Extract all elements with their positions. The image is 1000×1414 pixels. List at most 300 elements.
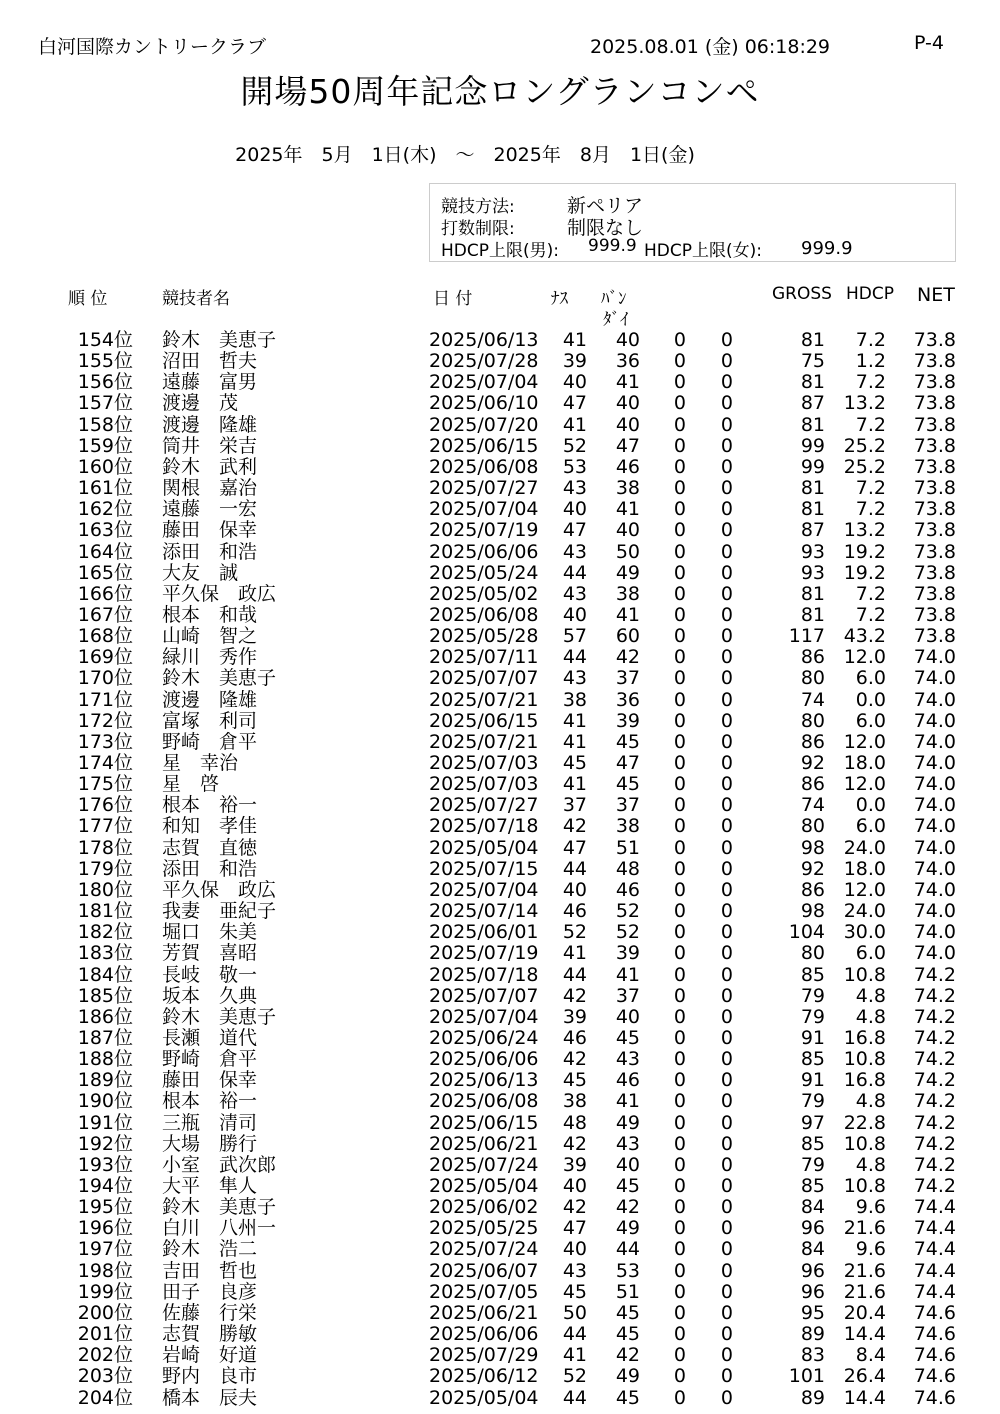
rank-cell: 196位: [77, 1217, 133, 1240]
out-cell: 43: [562, 582, 587, 605]
net-cell: 74.2: [913, 1153, 956, 1176]
table-row: [0, 1134, 1000, 1155]
net-cell: 74.2: [913, 1026, 956, 1049]
extra1-cell: 0: [673, 413, 686, 436]
in-cell: 40: [615, 1005, 640, 1028]
extra1-cell: 0: [673, 540, 686, 563]
extra2-cell: 0: [720, 667, 733, 690]
hdcp-cell: 30.0: [843, 921, 886, 944]
extra1-cell: 0: [673, 1217, 686, 1240]
in-cell: 52: [615, 900, 640, 923]
in-cell: 45: [615, 1386, 640, 1409]
col-hdcp: HDCP: [846, 284, 894, 304]
net-cell: 74.4: [913, 1196, 956, 1219]
extra1-cell: 0: [673, 1365, 686, 1388]
name-cell: 田子 良彦: [162, 1280, 258, 1303]
name-cell: 鈴木 美恵子: [162, 329, 277, 351]
table-row: [0, 584, 1000, 605]
hdcp-cell: 7.2: [855, 582, 886, 605]
rank-cell: 179位: [77, 857, 133, 880]
out-cell: 42: [562, 1048, 587, 1071]
in-cell: 49: [615, 1111, 640, 1134]
rank-cell: 165位: [77, 561, 133, 584]
net-cell: 74.0: [913, 709, 956, 732]
table-row: [0, 732, 1000, 753]
in-cell: 42: [615, 646, 640, 669]
in-cell: 45: [615, 1175, 640, 1197]
out-cell: 44: [562, 561, 587, 584]
in-cell: 43: [615, 1132, 640, 1155]
date-cell: 2025/06/08: [429, 455, 539, 478]
out-cell: 40: [562, 1175, 587, 1197]
col-rank: 順 位: [68, 289, 108, 309]
in-cell: 36: [615, 688, 640, 711]
name-cell: 根本 裕一: [162, 794, 258, 817]
in-cell: 43: [615, 1048, 640, 1071]
date-cell: 2025/07/19: [429, 519, 539, 542]
extra1-cell: 0: [673, 519, 686, 542]
table-row: [0, 372, 1000, 393]
extra1-cell: 0: [673, 1153, 686, 1176]
date-cell: 2025/06/01: [429, 921, 539, 944]
hdcp-cell: 10.8: [843, 1132, 886, 1155]
date-cell: 2025/07/20: [429, 413, 539, 436]
gross-cell: 80: [800, 709, 825, 732]
extra2-cell: 0: [720, 1005, 733, 1028]
extra1-cell: 0: [673, 455, 686, 478]
extra1-cell: 0: [673, 625, 686, 648]
rank-cell: 169位: [77, 646, 133, 669]
col-gross: GROSS: [772, 284, 832, 304]
in-cell: 40: [615, 1153, 640, 1176]
name-cell: 藤田 保幸: [162, 1069, 258, 1092]
hdcp-cell: 24.0: [843, 900, 886, 923]
net-cell: 74.4: [913, 1280, 956, 1303]
hdcp-cell: 4.8: [855, 984, 886, 1007]
net-cell: 74.2: [913, 1069, 956, 1092]
net-cell: 74.2: [913, 1048, 956, 1071]
col-in-top: ﾊﾞﾝ: [601, 289, 627, 309]
table-row: [0, 1366, 1000, 1387]
out-cell: 47: [562, 836, 587, 859]
net-cell: 74.2: [913, 1132, 956, 1155]
extra2-cell: 0: [720, 1301, 733, 1324]
net-cell: 73.8: [913, 413, 956, 436]
out-cell: 41: [562, 413, 587, 436]
extra2-cell: 0: [720, 646, 733, 669]
extra2-cell: 0: [720, 942, 733, 965]
rank-cell: 199位: [77, 1280, 133, 1303]
net-cell: 73.8: [913, 519, 956, 542]
table-row: [0, 605, 1000, 626]
rank-cell: 197位: [77, 1238, 133, 1261]
in-cell: 40: [615, 519, 640, 542]
table-row: [0, 795, 1000, 816]
extra1-cell: 0: [673, 752, 686, 774]
out-cell: 44: [562, 963, 587, 986]
table-row: [0, 1218, 1000, 1239]
table-row: [0, 943, 1000, 964]
table-row: [0, 499, 1000, 520]
name-cell: 星 幸治: [162, 752, 239, 774]
gross-cell: 80: [800, 942, 825, 965]
name-cell: 遠藤 一宏: [162, 498, 258, 521]
table-row: [0, 1049, 1000, 1070]
gross-cell: 84: [800, 1196, 825, 1219]
gross-cell: 79: [800, 1153, 825, 1176]
date-cell: 2025/07/18: [429, 963, 539, 986]
method-value: 新ペリア: [567, 195, 644, 217]
out-cell: 41: [562, 1344, 587, 1367]
table-row: [0, 1070, 1000, 1091]
hdcp-cell: 22.8: [843, 1111, 886, 1134]
name-cell: 添田 和浩: [162, 857, 258, 880]
table-row: [0, 563, 1000, 584]
table-row: [0, 816, 1000, 837]
hdcp-cell: 10.8: [843, 1175, 886, 1197]
extra1-cell: 0: [673, 498, 686, 521]
in-cell: 39: [615, 942, 640, 965]
table-row: [0, 1091, 1000, 1112]
table-row: [0, 415, 1000, 436]
date-cell: 2025/07/24: [429, 1153, 539, 1176]
name-cell: 長瀬 道代: [162, 1026, 258, 1049]
extra2-cell: 0: [720, 773, 733, 796]
date-cell: 2025/07/15: [429, 857, 539, 880]
name-cell: 長岐 敬一: [162, 963, 258, 986]
gross-cell: 74: [800, 794, 825, 817]
rank-cell: 203位: [77, 1365, 133, 1388]
rank-cell: 162位: [77, 498, 133, 521]
out-cell: 40: [562, 498, 587, 521]
gross-cell: 81: [800, 477, 825, 500]
col-net: NET: [917, 284, 955, 306]
rank-cell: 166位: [77, 582, 133, 605]
extra2-cell: 0: [720, 329, 733, 351]
table-row: [0, 1028, 1000, 1049]
table-row: [0, 626, 1000, 647]
net-cell: 73.8: [913, 477, 956, 500]
date-cell: 2025/06/07: [429, 1259, 539, 1282]
date-cell: 2025/06/15: [429, 434, 539, 457]
in-cell: 38: [615, 477, 640, 500]
date-cell: 2025/05/25: [429, 1217, 539, 1240]
in-cell: 45: [615, 773, 640, 796]
in-cell: 60: [615, 625, 640, 648]
extra1-cell: 0: [673, 1132, 686, 1155]
extra1-cell: 0: [673, 1386, 686, 1409]
extra1-cell: 0: [673, 434, 686, 457]
net-cell: 74.6: [913, 1365, 956, 1388]
in-cell: 46: [615, 455, 640, 478]
extra1-cell: 0: [673, 836, 686, 859]
hdcp-cell: 7.2: [855, 371, 886, 394]
name-cell: 遠藤 富男: [162, 371, 258, 394]
hdcp-cell: 7.2: [855, 329, 886, 351]
extra2-cell: 0: [720, 455, 733, 478]
out-cell: 44: [562, 1323, 587, 1346]
in-cell: 47: [615, 434, 640, 457]
date-cell: 2025/06/06: [429, 1048, 539, 1071]
hdcp-cell: 7.2: [855, 498, 886, 521]
name-cell: 小室 武次郎: [162, 1153, 277, 1176]
net-cell: 74.0: [913, 900, 956, 923]
hdcp-cell: 26.4: [843, 1365, 886, 1388]
hdcp-male-value: 999.9: [588, 236, 637, 256]
in-cell: 39: [615, 709, 640, 732]
name-cell: 橋本 辰夫: [162, 1386, 258, 1409]
rank-cell: 180位: [77, 878, 133, 901]
gross-cell: 99: [800, 434, 825, 457]
competition-period: 2025年 5月 1日(木) ～ 2025年 8月 1日(金): [235, 144, 695, 166]
extra2-cell: 0: [720, 1217, 733, 1240]
net-cell: 74.0: [913, 815, 956, 838]
extra1-cell: 0: [673, 878, 686, 901]
extra1-cell: 0: [673, 1090, 686, 1113]
hdcp-cell: 14.4: [843, 1323, 886, 1346]
out-cell: 52: [562, 434, 587, 457]
gross-cell: 95: [800, 1301, 825, 1324]
name-cell: 野崎 倉平: [162, 730, 258, 753]
date-cell: 2025/07/21: [429, 730, 539, 753]
date-cell: 2025/07/18: [429, 815, 539, 838]
extra2-cell: 0: [720, 1386, 733, 1409]
name-cell: 野内 良市: [162, 1365, 258, 1388]
rank-cell: 159位: [77, 434, 133, 457]
extra1-cell: 0: [673, 1238, 686, 1261]
in-cell: 47: [615, 752, 640, 774]
in-cell: 45: [615, 1026, 640, 1049]
extra1-cell: 0: [673, 350, 686, 373]
rank-cell: 192位: [77, 1132, 133, 1155]
extra2-cell: 0: [720, 730, 733, 753]
conditions-box: [429, 183, 956, 262]
extra2-cell: 0: [720, 1238, 733, 1261]
name-cell: 鈴木 浩二: [162, 1238, 258, 1261]
out-cell: 39: [562, 1153, 587, 1176]
gross-cell: 98: [800, 900, 825, 923]
rank-cell: 201位: [77, 1323, 133, 1346]
gross-cell: 86: [800, 878, 825, 901]
gross-cell: 104: [788, 921, 825, 944]
in-cell: 36: [615, 350, 640, 373]
gross-cell: 93: [800, 540, 825, 563]
in-cell: 40: [615, 329, 640, 351]
extra1-cell: 0: [673, 857, 686, 880]
extra2-cell: 0: [720, 1048, 733, 1071]
net-cell: 73.8: [913, 540, 956, 563]
extra1-cell: 0: [673, 963, 686, 986]
extra2-cell: 0: [720, 1069, 733, 1092]
extra2-cell: 0: [720, 1280, 733, 1303]
in-cell: 50: [615, 540, 640, 563]
date-cell: 2025/07/03: [429, 752, 539, 774]
name-cell: 白川 八州一: [162, 1217, 277, 1240]
extra2-cell: 0: [720, 984, 733, 1007]
extra1-cell: 0: [673, 900, 686, 923]
net-cell: 74.2: [913, 963, 956, 986]
net-cell: 74.0: [913, 667, 956, 690]
date-cell: 2025/07/04: [429, 371, 539, 394]
rank-cell: 158位: [77, 413, 133, 436]
out-cell: 45: [562, 1280, 587, 1303]
rank-cell: 204位: [77, 1386, 133, 1409]
in-cell: 42: [615, 1196, 640, 1219]
table-row: [0, 753, 1000, 774]
table-row: [0, 965, 1000, 986]
extra1-cell: 0: [673, 603, 686, 626]
hdcp-cell: 13.2: [843, 519, 886, 542]
table-row: [0, 1113, 1000, 1134]
net-cell: 74.6: [913, 1323, 956, 1346]
table-row: [0, 1324, 1000, 1345]
name-cell: 吉田 哲也: [162, 1259, 258, 1282]
out-cell: 43: [562, 1259, 587, 1282]
gross-cell: 98: [800, 836, 825, 859]
hdcp-cell: 25.2: [843, 434, 886, 457]
extra1-cell: 0: [673, 942, 686, 965]
gross-cell: 99: [800, 455, 825, 478]
extra2-cell: 0: [720, 392, 733, 415]
hdcp-cell: 21.6: [843, 1280, 886, 1303]
out-cell: 44: [562, 1386, 587, 1409]
rank-cell: 185位: [77, 984, 133, 1007]
rank-cell: 154位: [77, 329, 133, 351]
table-row: [0, 457, 1000, 478]
out-cell: 41: [562, 329, 587, 351]
name-cell: 鈴木 美恵子: [162, 1005, 277, 1028]
out-cell: 38: [562, 688, 587, 711]
table-row: [0, 1303, 1000, 1324]
extra2-cell: 0: [720, 857, 733, 880]
extra2-cell: 0: [720, 752, 733, 774]
name-cell: 志賀 直徳: [162, 836, 258, 859]
extra2-cell: 0: [720, 794, 733, 817]
net-cell: 73.8: [913, 625, 956, 648]
net-cell: 73.8: [913, 371, 956, 394]
extra2-cell: 0: [720, 1344, 733, 1367]
date-cell: 2025/07/14: [429, 900, 539, 923]
hdcp-cell: 6.0: [855, 942, 886, 965]
extra2-cell: 0: [720, 1153, 733, 1176]
hdcp-male-label: HDCP上限(男):: [441, 241, 559, 261]
extra2-cell: 0: [720, 688, 733, 711]
date-cell: 2025/07/27: [429, 794, 539, 817]
net-cell: 74.0: [913, 836, 956, 859]
in-cell: 42: [615, 1344, 640, 1367]
in-cell: 46: [615, 878, 640, 901]
date-cell: 2025/07/11: [429, 646, 539, 669]
net-cell: 74.6: [913, 1386, 956, 1409]
gross-cell: 96: [800, 1217, 825, 1240]
hdcp-cell: 6.0: [855, 709, 886, 732]
out-cell: 41: [562, 730, 587, 753]
in-cell: 45: [615, 1301, 640, 1324]
gross-cell: 79: [800, 1005, 825, 1028]
table-row: [0, 393, 1000, 414]
hdcp-cell: 19.2: [843, 561, 886, 584]
out-cell: 41: [562, 773, 587, 796]
hdcp-cell: 6.0: [855, 815, 886, 838]
extra2-cell: 0: [720, 498, 733, 521]
hdcp-cell: 0.0: [855, 688, 886, 711]
extra2-cell: 0: [720, 900, 733, 923]
extra1-cell: 0: [673, 371, 686, 394]
gross-cell: 89: [800, 1323, 825, 1346]
gross-cell: 91: [800, 1069, 825, 1092]
date-cell: 2025/07/24: [429, 1238, 539, 1261]
extra1-cell: 0: [673, 984, 686, 1007]
name-cell: 佐藤 行栄: [162, 1301, 258, 1324]
out-cell: 57: [562, 625, 587, 648]
extra1-cell: 0: [673, 794, 686, 817]
rank-cell: 172位: [77, 709, 133, 732]
name-cell: 平久保 政広: [162, 582, 277, 605]
out-cell: 37: [562, 794, 587, 817]
name-cell: 藤田 保幸: [162, 519, 258, 542]
table-row: [0, 1282, 1000, 1303]
net-cell: 73.8: [913, 603, 956, 626]
extra2-cell: 0: [720, 1111, 733, 1134]
extra2-cell: 0: [720, 413, 733, 436]
extra2-cell: 0: [720, 815, 733, 838]
out-cell: 48: [562, 1111, 587, 1134]
net-cell: 74.2: [913, 1175, 956, 1197]
gross-cell: 81: [800, 603, 825, 626]
date-cell: 2025/06/15: [429, 709, 539, 732]
hdcp-cell: 9.6: [855, 1238, 886, 1261]
date-cell: 2025/05/04: [429, 836, 539, 859]
extra2-cell: 0: [720, 1090, 733, 1113]
rank-cell: 168位: [77, 625, 133, 648]
table-row: [0, 774, 1000, 795]
name-cell: 和知 孝佳: [162, 815, 258, 838]
hdcp-cell: 18.0: [843, 752, 886, 774]
extra1-cell: 0: [673, 1344, 686, 1367]
date-cell: 2025/06/15: [429, 1111, 539, 1134]
name-cell: 関根 嘉治: [162, 477, 258, 500]
gross-cell: 93: [800, 561, 825, 584]
gross-cell: 92: [800, 857, 825, 880]
out-cell: 50: [562, 1301, 587, 1324]
gross-cell: 86: [800, 730, 825, 753]
net-cell: 73.8: [913, 329, 956, 351]
name-cell: 岩崎 好道: [162, 1344, 258, 1367]
gross-cell: 81: [800, 371, 825, 394]
hdcp-cell: 21.6: [843, 1217, 886, 1240]
rank-cell: 191位: [77, 1111, 133, 1134]
gross-cell: 79: [800, 1090, 825, 1113]
name-cell: 筒井 栄吉: [162, 434, 258, 457]
net-cell: 73.8: [913, 434, 956, 457]
date-cell: 2025/06/10: [429, 392, 539, 415]
date-cell: 2025/06/21: [429, 1301, 539, 1324]
table-row: [0, 1345, 1000, 1366]
gross-cell: 87: [800, 392, 825, 415]
date-cell: 2025/07/19: [429, 942, 539, 965]
gross-cell: 81: [800, 413, 825, 436]
hdcp-cell: 4.8: [855, 1153, 886, 1176]
net-cell: 74.0: [913, 730, 956, 753]
net-cell: 74.2: [913, 1005, 956, 1028]
club-name: 白河国際カントリークラブ: [38, 36, 267, 58]
gross-cell: 96: [800, 1259, 825, 1282]
rank-cell: 163位: [77, 519, 133, 542]
in-cell: 51: [615, 836, 640, 859]
name-cell: 根本 裕一: [162, 1090, 258, 1113]
name-cell: 大友 誠: [162, 561, 239, 584]
rank-cell: 155位: [77, 350, 133, 373]
